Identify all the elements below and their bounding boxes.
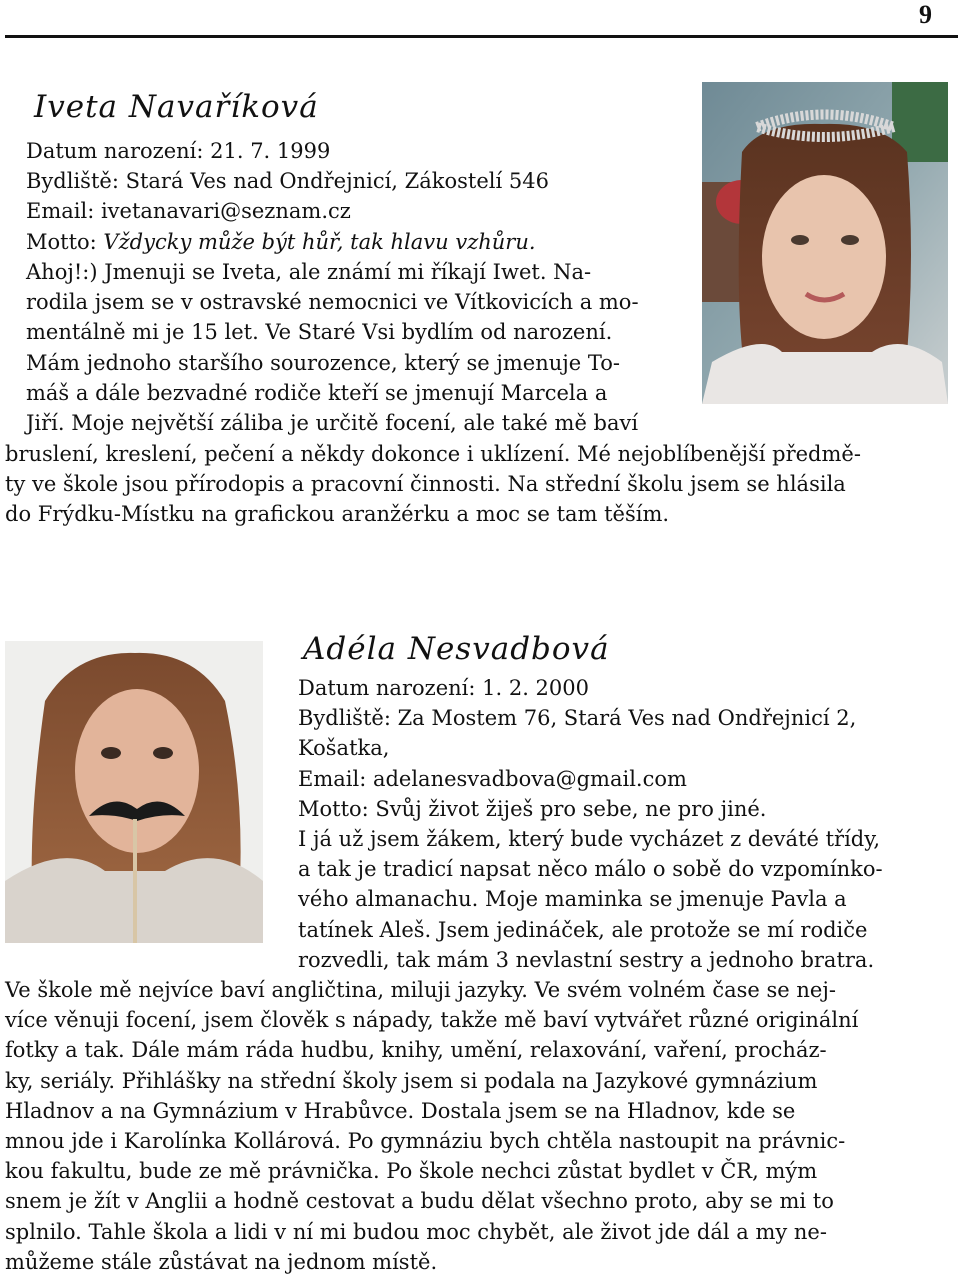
header-rule (5, 35, 958, 38)
bio-line: a tak je tradicí napsat něco málo o sobě do vzpomínko- (298, 857, 883, 882)
bio-line: rodila jsem se v ostravské nemocnici ve Vítkovicích a mo- (26, 290, 639, 315)
profile-1-bio-top (26, 257, 700, 438)
bio-line: rozvedli, tak mám 3 nevlastní sestry a jednoho bratra. (298, 947, 875, 972)
motto-label: Motto: (26, 229, 104, 254)
bio-line: splnilo. Tahle škola a lidi v ní mi budou moc chybět, ale život jde dál a my ne- (5, 1219, 827, 1244)
profile-1-residence: Bydliště: Stará Ves nad Ondřejnicí, Zákostelí 546 (26, 169, 549, 194)
bio-line: máš a dále bezvadné rodiče kteří se jmenují Marcela a (26, 380, 608, 405)
profile-2-bio-top (298, 824, 942, 975)
portrait-photo-2 (5, 641, 263, 943)
profile-1-details (26, 136, 696, 257)
profile-2-bio-bottom (5, 975, 943, 1277)
profile-2-email: Email: adelanesvadbova@gmail.com (298, 766, 687, 791)
bio-line: do Frýdku-Místku na grafickou aranžérku a moc se tam těším. (5, 502, 670, 527)
profile-1-bio-bottom (5, 439, 943, 530)
bio-line: mnou jde i Karolínka Kollárová. Po gymnáziu bych chtěla nastoupit na právnic- (5, 1129, 846, 1154)
profile-2-details (298, 673, 948, 824)
profile-1-name: Iveta Navaříková (34, 89, 319, 125)
profile-2-name: Adéla Nesvadbová (303, 631, 610, 667)
bio-line: tatínek Aleš. Jsem jedináček, ale protože se mí rodiče (298, 917, 868, 942)
bio-line: Mám jednoho staršího sourozence, který se jmenuje To- (26, 350, 620, 375)
profile-1-birth: Datum narození: 21. 7. 1999 (26, 139, 331, 163)
profile-2-photo (5, 641, 263, 943)
profile-1-motto (26, 227, 696, 257)
bio-line: Jiří. Moje největší záliba je určitě focení, ale také mě baví (26, 411, 639, 436)
bio-line: fotky a tak. Dále mám ráda hudbu, knihy, umění, relaxování, vaření, procház- (5, 1038, 827, 1063)
profile-1-email: Email: ivetanavari@seznam.cz (26, 199, 351, 224)
motto-text: Vždycky může být hůř, tak hlavu vzhůru. (103, 229, 536, 254)
bio-line: vého almanachu. Moje maminka se jmenuje Pavla a (298, 887, 847, 912)
bio-line: snem je žít v Anglii a hodně cestovat a budu dělat všechno proto, aby se mi to (5, 1189, 834, 1214)
profile-2-residence-cont: Košatka, (298, 736, 390, 761)
profile-2-motto: Motto: Svůj život žiješ pro sebe, ne pro jiné. (298, 796, 767, 821)
portrait-photo-1 (702, 82, 948, 404)
bio-line: ky, seriály. Přihlášky na střední školy jsem si podala na Jazykové gymnázium (5, 1068, 818, 1093)
page-number: 9 (919, 0, 932, 29)
bio-line: kou fakultu, bude ze mě právnička. Po škole nechci zůstat bydlet v ČR, mým (5, 1159, 818, 1184)
profile-2-residence: Bydliště: Za Mostem 76, Stará Ves nad Ondřejnicí 2, (298, 706, 857, 731)
bio-line: Hladnov a na Gymnázium v Hrabůvce. Dostala jsem se na Hladnov, kde se (5, 1098, 796, 1123)
bio-line: můžeme stále zůstávat na jednom místě. (5, 1249, 438, 1274)
bio-line: Ve škole mě nejvíce baví angličtina, miluji jazyky. Ve svém volném čase se nej- (5, 978, 836, 1002)
bio-line: ty ve škole jsou přírodopis a pracovní činnosti. Na střední školu jsem se hlásila (5, 472, 846, 497)
profile-1-photo (702, 82, 948, 404)
bio-line: mentálně mi je 15 let. Ve Staré Vsi bydlím od narození. (26, 320, 613, 345)
profile-2-birth: Datum narození: 1. 2. 2000 (298, 676, 589, 700)
bio-line: Ahoj!:) Jmenuji se Iveta, ale známí mi říkají Iwet. Na- (26, 260, 592, 284)
bio-line: I já už jsem žákem, který bude vycházet z deváté třídy, (298, 827, 880, 851)
bio-line: více věnuji focení, jsem člověk s nápady, takže mě baví vytvářet různé originální (5, 1008, 859, 1033)
bio-line: bruslení, kreslení, pečení a někdy dokonce i uklízení. Mé nejoblíbenější předmě- (5, 442, 861, 466)
